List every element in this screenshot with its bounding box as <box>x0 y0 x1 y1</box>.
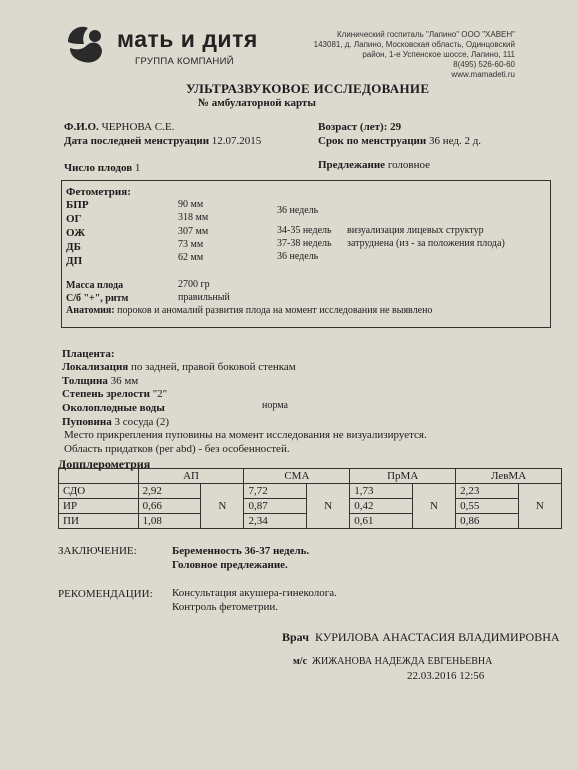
placenta-thickness <box>62 375 138 387</box>
column-header: СМА <box>244 469 350 484</box>
recommendation-line: Консультация акушера-гинеколога. <box>172 587 337 599</box>
fetometry-row-value: 90 мм <box>178 199 204 210</box>
row-label: ПИ <box>59 514 139 529</box>
conclusion-line: Головное предлежание. <box>172 559 288 571</box>
amniotic-fluid-value: норма <box>262 400 288 411</box>
label: Число плодов <box>64 162 133 174</box>
conclusion-label: ЗАКЛЮЧЕНИЕ: <box>58 545 137 557</box>
table-header-row <box>59 469 562 484</box>
fetometry-row-note: затруднена (из - за положения плода) <box>347 238 505 249</box>
table-cell: 0,87 <box>244 499 307 514</box>
value: 29 <box>390 121 402 133</box>
label: Врач <box>282 630 309 644</box>
cord-attachment-note: Место прикрепления пуповины на момент исследования не визуализируется. <box>64 429 427 441</box>
value: 36 мм <box>110 375 139 387</box>
doppler-table <box>58 468 562 529</box>
label: Локализация <box>62 361 129 373</box>
term-by-menstruation <box>318 135 481 147</box>
umbilical-cord <box>62 416 169 428</box>
last-menstruation <box>64 135 261 147</box>
value: 3 сосуда (2) <box>114 416 170 428</box>
brand-name: мать и дитя <box>117 26 258 52</box>
fetometry-row-name: ОЖ <box>66 227 86 239</box>
value: головное <box>387 159 431 171</box>
anatomy <box>66 305 432 316</box>
hospital-line: Клинический госпиталь "Лапино" ООО "ХАВЕН" <box>337 30 515 39</box>
value: 12.07.2015 <box>211 135 262 147</box>
fetometry-row-note: визуализация лицевых структур <box>347 225 484 236</box>
card-number-label: № амбулаторной карты <box>198 97 316 109</box>
label: Пуповина <box>62 416 112 428</box>
norm-mark: N <box>201 484 244 529</box>
nurse-signature <box>293 656 492 667</box>
label: Возраст (лет): <box>318 121 388 133</box>
table-cell: 1,08 <box>138 514 201 529</box>
hospital-address <box>300 30 515 80</box>
fetometry-row-weeks: 37-38 недель <box>277 238 332 249</box>
label: Срок по менструации <box>318 135 427 147</box>
table-cell: 0,55 <box>456 499 519 514</box>
fetometry-row-weeks: 34-35 недель <box>277 225 332 236</box>
patient-name <box>64 121 174 133</box>
value: КУРИЛОВА АНАСТАСИЯ ВЛАДИМИРОВНА <box>314 630 560 644</box>
column-header: ПрМА <box>350 469 456 484</box>
table-cell: 0,61 <box>350 514 413 529</box>
value: 36 нед. 2 д. <box>428 135 482 147</box>
row-label: ИР <box>59 499 139 514</box>
value: пороков и аномалий развития плода на момент исследования не выявлено <box>117 305 433 316</box>
table-cell: 0,86 <box>456 514 519 529</box>
doppler-title: Допплерометрия <box>58 457 151 471</box>
norm-mark: N <box>412 484 455 529</box>
table-cell: 2,92 <box>138 484 201 499</box>
fetometry-row-name: БПР <box>66 199 89 211</box>
patient-age <box>318 121 401 133</box>
adnexa-note: Область придатков (per abd) - без особенностей. <box>64 443 290 455</box>
fetometry-row-value: 307 мм <box>178 226 209 237</box>
row-label: СДО <box>59 484 139 499</box>
fetometry-title: Фетометрия: <box>66 186 131 198</box>
value: ЖИЖАНОВА НАДЕЖДА ЕВГЕНЬЕВНА <box>312 656 493 667</box>
doctor-signature <box>282 630 560 645</box>
fetometry-row-weeks: 36 недель <box>277 205 319 216</box>
fetal-mass-value: 2700 гр <box>178 279 210 290</box>
table-row <box>59 484 562 499</box>
fetometry-row-value: 318 мм <box>178 212 209 223</box>
logo-icon <box>62 22 106 66</box>
placenta-title: Плацента: <box>62 348 115 360</box>
heartbeat-label: С/б "+", ритм <box>66 293 129 304</box>
value: ЧЕРНОВА С.Е. <box>101 121 175 133</box>
label: м/с <box>293 656 308 667</box>
placenta-maturity <box>62 388 167 400</box>
heartbeat-value: правильный <box>178 292 230 303</box>
label: Ф.И.О. <box>64 121 99 133</box>
table-cell: 7,72 <box>244 484 307 499</box>
conclusion-line: Беременность 36-37 недель. <box>172 545 310 557</box>
recommendation-line: Контроль фетометрии. <box>172 601 278 613</box>
label: Предлежание <box>318 159 386 171</box>
label: Степень зрелости <box>62 388 150 400</box>
column-header: АП <box>138 469 244 484</box>
table-cell-empty <box>59 469 139 484</box>
presentation <box>318 159 430 171</box>
value: "2" <box>152 388 168 400</box>
table-cell: 1,73 <box>350 484 413 499</box>
fetometry-row-value: 73 мм <box>178 239 204 250</box>
hospital-line: www.mamadeti.ru <box>451 70 515 79</box>
norm-mark: N <box>518 484 561 529</box>
hospital-line: 8(495) 526-60-60 <box>453 60 515 69</box>
fetometry-row-name: ДП <box>66 255 83 267</box>
table-cell: 2,23 <box>456 484 519 499</box>
value: по задней, правой боковой стенкам <box>131 361 296 373</box>
label: Толщина <box>62 375 108 387</box>
recommendations-label: РЕКОМЕНДАЦИИ: <box>58 588 153 600</box>
report-datetime: 22.03.2016 12:56 <box>407 670 485 682</box>
table-cell: 0,66 <box>138 499 201 514</box>
column-header: ЛевМА <box>456 469 562 484</box>
table-cell: 2,34 <box>244 514 307 529</box>
hospital-line: 143081, д. Лапино, Московская область, Одинцовский <box>313 40 515 49</box>
label: Дата последней менструации <box>64 135 210 147</box>
fetal-mass-label: Масса плода <box>66 280 124 291</box>
placenta-localization <box>62 361 296 373</box>
fetometry-row-value: 62 мм <box>178 252 204 263</box>
fetometry-row-name: ДБ <box>66 241 81 253</box>
label: Анатомия: <box>66 305 115 316</box>
fetus-count <box>64 162 140 174</box>
amniotic-fluid-label: Околоплодные воды <box>62 402 165 414</box>
fetometry-row-weeks: 36 недель <box>277 251 319 262</box>
brand-subtitle: ГРУППА КОМПАНИЙ <box>135 56 234 67</box>
document-title: УЛЬТРАЗВУКОВОЕ ИССЛЕДОВАНИЕ <box>186 81 430 96</box>
norm-mark: N <box>307 484 350 529</box>
hospital-line: район, 1-е Успенское шоссе, Лапино, 111 <box>362 50 515 59</box>
value: 1 <box>134 162 141 174</box>
table-cell: 0,42 <box>350 499 413 514</box>
fetometry-row-name: ОГ <box>66 213 82 225</box>
